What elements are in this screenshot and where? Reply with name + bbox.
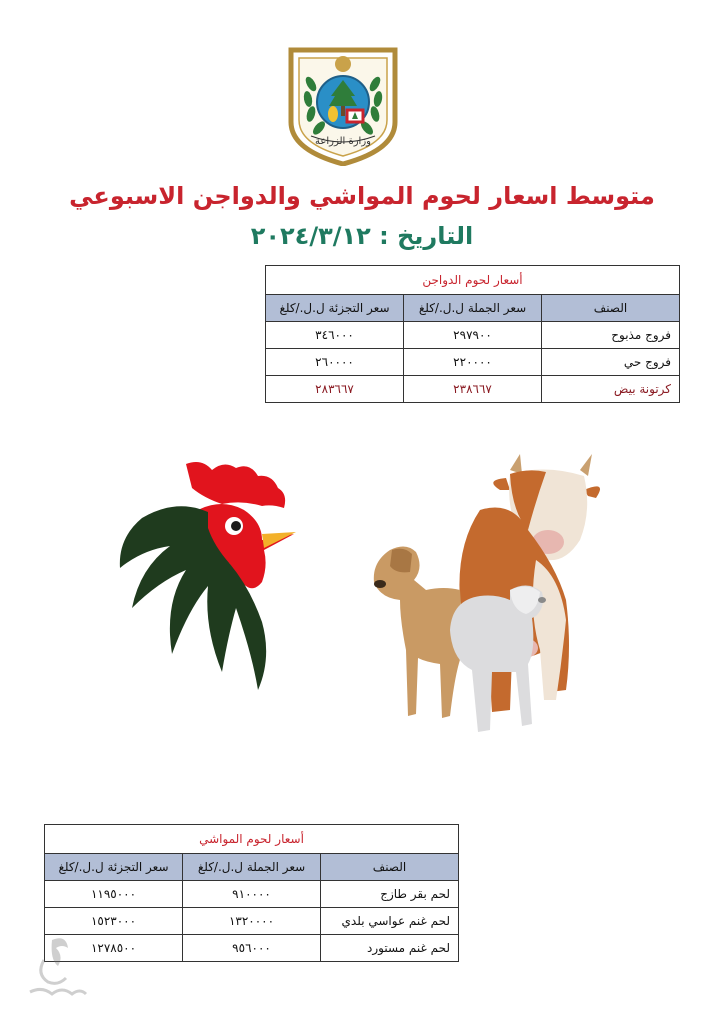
table-row: [45, 935, 459, 962]
livestock-wholesale-price: ٩٥٦٠٠٠: [183, 935, 321, 962]
livestock-header-item: الصنف: [321, 854, 459, 881]
poultry-wholesale-price: ٢٩٧٩٠٠: [404, 322, 542, 349]
poultry-item-name: فروج مذبوح: [542, 322, 680, 349]
poultry-header-item: الصنف: [542, 295, 680, 322]
livestock-item-name: لحم غنم عواسي بلدي: [321, 908, 459, 935]
poultry-item-name: فروج حي: [542, 349, 680, 376]
livestock-header-retail: سعر التجزئة ل.ل./كلغ: [45, 854, 183, 881]
poultry-header-retail: سعر التجزئة ل.ل./كلغ: [266, 295, 404, 322]
watermark-logo: [22, 930, 92, 1010]
table-row: [45, 881, 459, 908]
livestock-item-name: لحم بقر طازج: [321, 881, 459, 908]
table-row: [45, 908, 459, 935]
logo-caption: وزارة الزراعة: [315, 136, 371, 147]
report-date: التاريخ : ٢٠٢٤/٣/١٢: [250, 222, 474, 250]
livestock-header-wholesale: سعر الجملة ل.ل./كلغ: [183, 854, 321, 881]
livestock-retail-price: ١٥٢٣٠٠٠: [45, 908, 183, 935]
poultry-retail-price: ٢٨٣٦٦٧: [266, 376, 404, 403]
livestock-retail-price: ١٢٧٨٥٠٠: [45, 935, 183, 962]
rooster-illustration: [112, 458, 302, 693]
livestock-wholesale-price: ١٣٢٠٠٠٠: [183, 908, 321, 935]
livestock-wholesale-price: ٩١٠٠٠٠: [183, 881, 321, 908]
poultry-header-wholesale: سعر الجملة ل.ل./كلغ: [404, 295, 542, 322]
poultry-retail-price: ٣٤٦٠٠٠: [266, 322, 404, 349]
livestock-table-caption: أسعار لحوم المواشي: [45, 825, 459, 854]
poultry-table-caption: أسعار لحوم الدواجن: [266, 266, 680, 295]
ministry-of-agriculture-emblem: [281, 44, 405, 166]
livestock-item-name: لحم غنم مستورد: [321, 935, 459, 962]
poultry-retail-price: ٢٦٠٠٠٠: [266, 349, 404, 376]
table-row: [266, 376, 680, 403]
livestock-retail-price: ١١٩٥٠٠٠: [45, 881, 183, 908]
poultry-price-table: [265, 265, 680, 403]
poultry-wholesale-price: ٢٣٨٦٦٧: [404, 376, 542, 403]
poultry-item-name: كرتونة بيض: [542, 376, 680, 403]
table-row: [266, 349, 680, 376]
page-title: متوسط اسعار لحوم المواشي والدواجن الاسبوعي: [69, 182, 655, 210]
livestock-price-table: [44, 824, 459, 962]
table-row: [266, 322, 680, 349]
cow-goat-sheep-illustration: [360, 450, 620, 750]
poultry-wholesale-price: ٢٢٠٠٠٠: [404, 349, 542, 376]
